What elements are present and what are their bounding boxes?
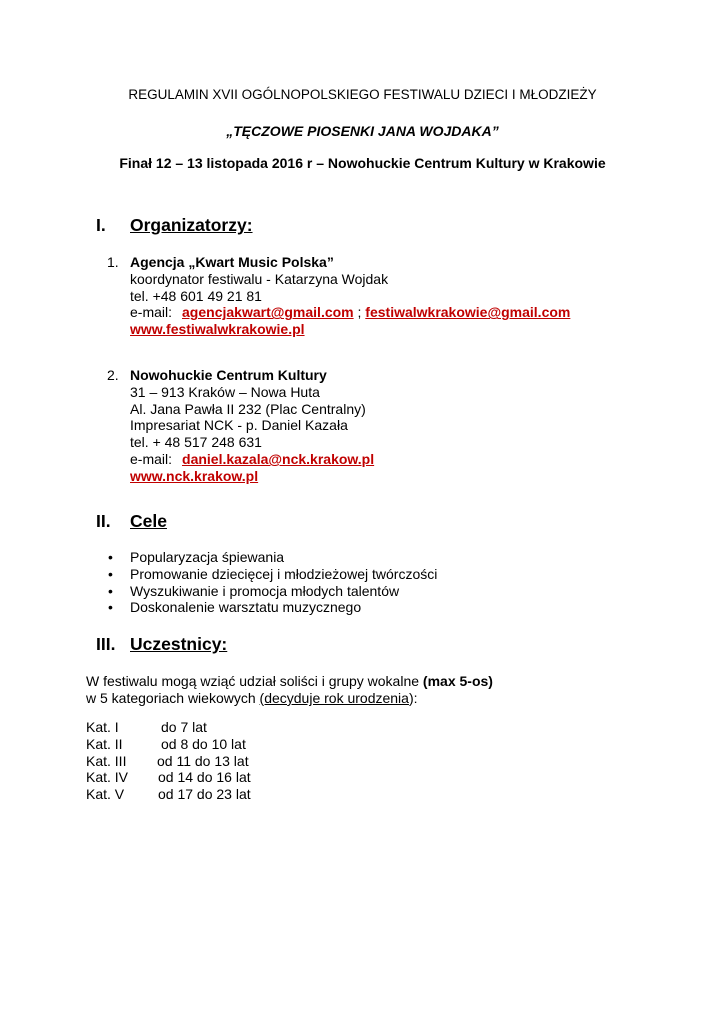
birth-year-note: (decyduje rok urodzenia [259,690,409,706]
list-item: • Doskonalenie warsztatu muzycznego [108,599,437,616]
email-link-festiwalwkrakowie[interactable]: festiwalwkrakowie@gmail.com [365,304,571,321]
list-item: • Wyszukiwanie i promocja młodych talentów [108,583,437,600]
section-heading-participants [96,636,227,653]
section-number: II. [96,511,111,531]
section-number: I. [96,215,106,235]
category-range: od 8 do 10 lat [161,735,246,752]
organizer-phone: tel. +48 601 49 21 81 [130,287,262,304]
organizer-email-line [130,451,374,468]
section-number: III. [96,634,116,654]
participants-categories-intro [86,690,418,707]
organizer-phone: tel. + 48 517 248 631 [130,434,262,451]
category-label: Kat. V [86,786,125,803]
regulation-title: REGULAMIN XVII OGÓLNOPOLSKIEGO FESTIWALU DZIECI I MŁODZIEŻY [128,87,597,102]
email-label: e-mail: [130,304,173,321]
category-row [86,719,386,736]
list-item: • Popularyzacja śpiewania [108,549,437,566]
organizer-email-line [130,304,570,321]
category-range: od 17 do 23 lat [158,786,251,803]
category-label: Kat. IV [86,769,129,786]
category-row [86,769,386,786]
email-separator: ; [357,304,362,321]
organizer-contact-person: Impresariat NCK - p. Daniel Kazała [130,417,348,434]
email-label: e-mail: [130,450,173,467]
section-heading-goals [96,513,167,530]
section-heading-organizers [96,217,253,234]
section-title: Uczestnicy: [130,634,228,654]
category-range: do 7 lat [161,719,207,735]
category-row [86,786,386,803]
category-label: Kat. II [86,735,123,752]
category-label: Kat. I [86,719,119,735]
category-range: od 14 do 16 lat [158,769,251,786]
organizer-name: Nowohuckie Centrum Kultury [130,367,327,383]
organizer-name: Agencja „Kwart Music Polska” [130,254,334,270]
organizer-street: Al. Jana Pawła II 232 (Plac Centralny) [130,400,366,417]
goals-list [108,549,437,616]
group-size-limit: (max 5-os) [422,673,493,689]
website-link-nck[interactable]: www.nck.krakow.pl [130,467,259,484]
category-row [86,736,386,753]
intro-text: W festiwalu mogą wziąć udział soliści i grupy wokalne [86,673,423,689]
festival-name: „TĘCZOWE PIOSENKI JANA WOJDAKA” [226,123,499,139]
email-link-agencjakwart[interactable]: agencjakwart@gmail.com [182,304,354,321]
section-title: Cele [130,511,167,531]
organizer-postal-code: 31 – 913 Kraków – Nowa Huta [130,383,320,400]
category-row [86,753,386,770]
email-link-daniel-kazala[interactable]: daniel.kazala@nck.krakow.pl [182,450,375,467]
section-title: Organizatorzy: [130,215,253,235]
website-link-festiwalwkrakowie[interactable]: www.festiwalwkrakowie.pl [130,321,305,338]
age-categories [86,719,386,803]
participants-intro [86,673,493,690]
final-date-location: Finał 12 – 13 listopada 2016 r – Nowohuckie Centrum Kultury w Krakowie [119,155,606,171]
categories-text-end: ): [408,690,418,706]
organizer-number: 2. [107,367,119,383]
list-item: • Promowanie dziecięcej i młodzieżowej twórczości [108,566,437,583]
category-label: Kat. III [86,752,127,769]
organizer-number: 1. [107,254,119,270]
category-range: od 11 do 13 lat [157,752,249,769]
organizer-coordinator: koordynator festiwalu - Katarzyna Wojdak [130,270,389,287]
categories-text: w 5 kategoriach wiekowych [86,690,260,706]
